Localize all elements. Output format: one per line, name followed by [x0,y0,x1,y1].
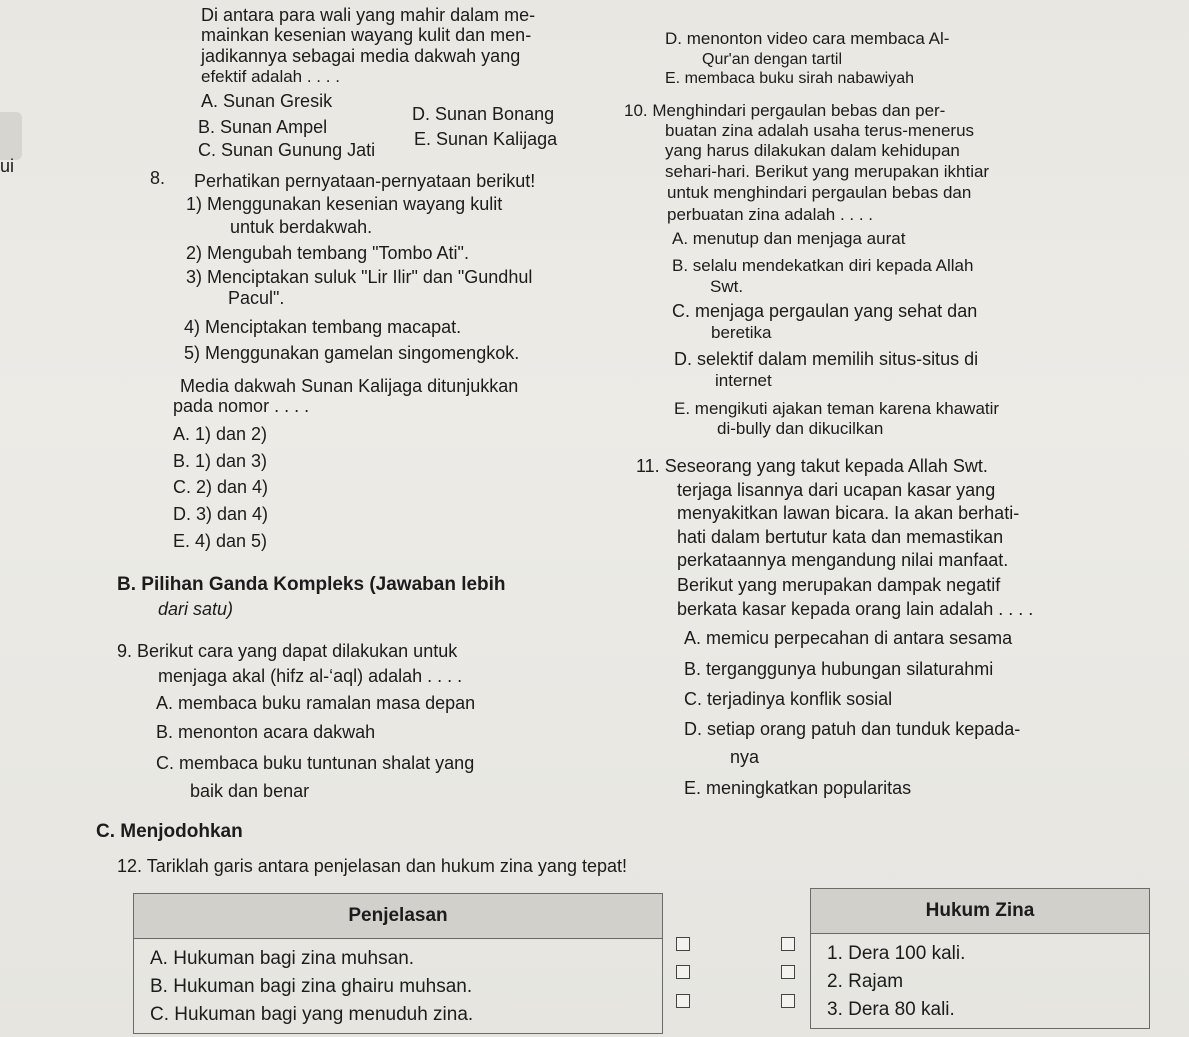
zina-law-header: Hukum Zina [811,889,1150,934]
connect-box-left-b[interactable] [676,965,690,979]
q10-option-b-line2: Swt. [710,277,744,296]
q8-option-b: B. 1) dan 3) [173,451,268,471]
q9-option-e: E. membaca buku sirah nabawiyah [665,70,915,87]
q7-option-e: E. Sunan Kalijaga [414,129,558,149]
q8-statement-1a: 1) Menggunakan kesenian wayang kulit [186,194,503,214]
q10-stem-line4: sehari-hari. Berikut yang merupakan ikhtiar [665,162,990,181]
q11-option-a: A. memicu perpecahan di antara sesama [684,628,1013,648]
zina-law-table [810,888,1150,1029]
zina-law-row-2: 2. Rajam [811,968,1150,996]
q9-option-c-line1: C. membaca buku tuntunan shalat yang [156,753,475,773]
q9-option-d-line1: D. menonton video cara membaca Al- [665,29,950,48]
q9-stem-line2: menjaga akal (hifz al-‘aql) adalah . . . . [158,666,463,686]
q8-question-line1: Media dakwah Sunan Kalijaga ditunjukkan [180,376,519,396]
q9-option-a: A. membaca buku ramalan masa depan [156,693,476,713]
q11-stem-line6: Berikut yang merupakan dampak negatif [677,575,1001,595]
section-b-title-cont: dari satu) [158,599,234,619]
q11-stem-line7: berkata kasar kepada orang lain adalah . . . . [677,599,1034,619]
q8-statement-4: 4) Menciptakan tembang macapat. [184,317,462,337]
q10-stem-line3: yang harus dilakukan dalam kehidupan [665,141,960,160]
q10-option-d-line1: D. selektif dalam memilih situs-situs di [674,349,979,369]
q8-option-a: A. 1) dan 2) [173,424,268,444]
q10-option-c-line1: C. menjaga pergaulan yang sehat dan [672,301,978,321]
q7-stem-line1: Di antara para wali yang mahir dalam me- [201,5,536,25]
section-c-title: C. Menjodohkan [96,821,243,842]
q11-option-b: B. terganggunya hubungan silaturahmi [684,659,994,679]
q11-option-e: E. meningkatkan popularitas [684,778,912,798]
q10-option-c-line2: beretika [711,323,772,342]
q7-stem-line4: efektif adalah . . . . [201,67,340,86]
q11-stem-line3: menyakitkan lawan bicara. Ia akan berhati- [677,503,1020,523]
explanation-table [133,893,663,1034]
q8-option-e: E. 4) dan 5) [173,531,268,551]
connect-box-right-2[interactable] [781,965,795,979]
q11-stem-line1: 11. Seseorang yang takut kepada Allah Swt. [636,456,988,476]
q8-statement-3b: Pacul". [228,288,285,308]
q11-option-c: C. terjadinya konflik sosial [684,689,893,709]
q10-option-e-line1: E. mengikuti ajakan teman karena khawatir [674,399,1000,418]
connect-box-right-1[interactable] [781,937,795,951]
q10-stem-line2: buatan zina adalah usaha terus-menerus [665,121,975,140]
q8-option-d: D. 3) dan 4) [173,504,269,524]
q11-stem-line2: terjaga lisannya dari ucapan kasar yang [677,480,996,500]
q7-option-d: D. Sunan Bonang [412,104,555,124]
q8-stem: Perhatikan pernyataan-pernyataan berikut! [194,171,536,191]
section-b-title: B. Pilihan Ganda Kompleks (Jawaban lebih [117,574,506,595]
q10-stem-line1: 10. Menghindari pergaulan bebas dan per- [624,101,946,120]
q9-option-c-line2: baik dan benar [190,781,310,801]
q7-option-a: A. Sunan Gresik [201,91,333,111]
q10-option-e-line2: di-bully dan dikucilkan [717,419,884,438]
q8-number: 8. [150,168,166,188]
explanation-row-a: A. Hukuman bagi zina muhsan. [134,939,663,974]
q7-stem-line3: jadikannya sebagai media dakwah yang [201,46,521,66]
connect-box-left-c[interactable] [676,994,690,1008]
page-edge-shadow [0,112,22,160]
q10-option-b-line1: B. selalu mendekatkan diri kepada Allah [672,256,974,275]
q8-statement-5: 5) Menggunakan gamelan singomengkok. [184,343,520,363]
q9-stem-line1: 9. Berikut cara yang dapat dilakukan untuk [117,641,458,661]
q11-option-d-line1: D. setiap orang patuh dan tunduk kepada- [684,719,1021,739]
margin-text: ui [0,156,15,176]
q8-statement-2: 2) Mengubah tembang "Tombo Ati". [186,243,469,263]
zina-law-row-1: 1. Dera 100 kali. [811,934,1150,969]
connect-box-left-a[interactable] [676,937,690,951]
q9-option-b: B. menonton acara dakwah [156,722,376,742]
q12-instruction: 12. Tariklah garis antara penjelasan dan hukum zina yang tepat! [117,856,628,876]
q8-question-line2: pada nomor . . . . [173,396,310,416]
q10-stem-line6: perbuatan zina adalah . . . . [667,205,874,224]
explanation-header: Penjelasan [134,894,663,939]
q8-option-c: C. 2) dan 4) [173,477,269,497]
q7-option-b: B. Sunan Ampel [198,117,328,137]
q9-option-d-line2: Qur'an dengan tartil [702,51,843,68]
q7-option-c: C. Sunan Gunung Jati [198,140,376,160]
explanation-row-b: B. Hukuman bagi zina ghairu muhsan. [134,973,663,1001]
q10-option-a: A. menutup dan menjaga aurat [672,229,906,248]
q11-stem-line4: hati dalam bertutur kata dan memastikan [677,527,1004,547]
q10-stem-line5: untuk menghindari pergaulan bebas dan [667,183,972,202]
q10-option-d-line2: internet [715,371,772,390]
explanation-row-c: C. Hukuman bagi yang menuduh zina. [134,1001,663,1034]
connect-box-right-3[interactable] [781,994,795,1008]
zina-law-row-3: 3. Dera 80 kali. [811,996,1150,1029]
q8-statement-1b: untuk berdakwah. [230,217,373,237]
q7-stem-line2: mainkan kesenian wayang kulit dan men- [201,25,532,45]
q11-option-d-line2: nya [730,747,760,767]
q8-statement-3a: 3) Menciptakan suluk "Lir Ilir" dan "Gundhul [186,267,533,287]
q11-stem-line5: perkataannya mengandung nilai manfaat. [677,550,1009,570]
